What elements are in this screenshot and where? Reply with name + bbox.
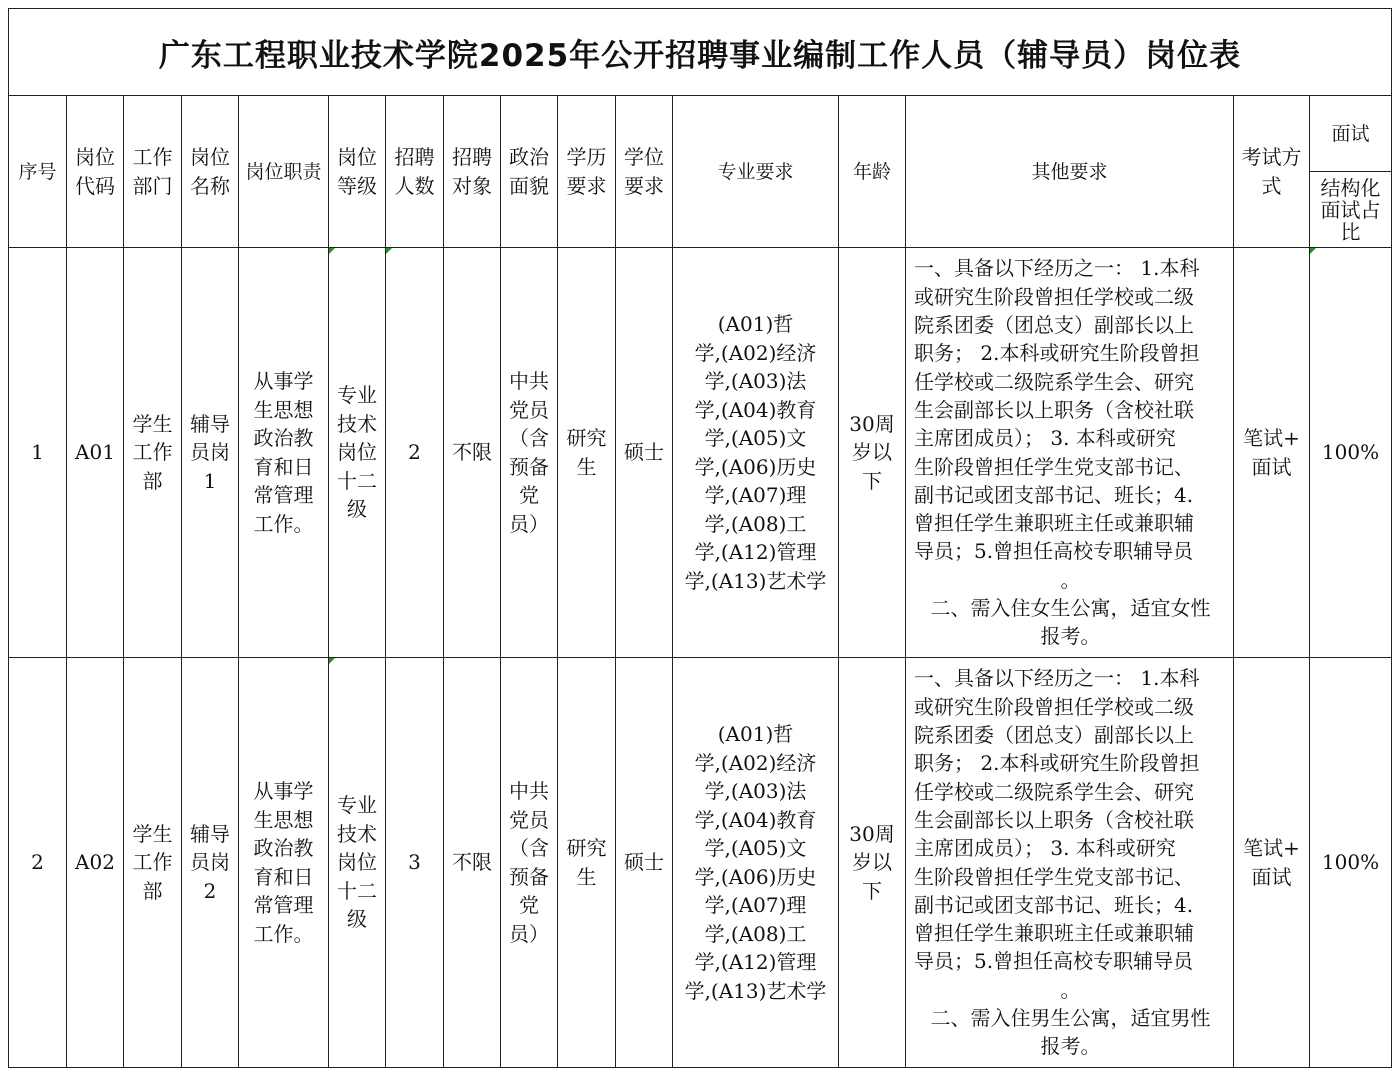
row-other-main: 一、具备以下经历之一： 1.本科 或研究生阶段曾担任学校或二级 院系团委（团总支）副部长以上 职务； 2.本科或研究生阶段曾担 任学校或二级院系学生会、研究 生会副部长以上职务（含校社联 主席团成员）； 3. 本科或研究 生阶段曾担任学生党支部书记、 副书记或团支部书记、班长；4. 曾担任学生兼职班主任或兼职辅 导员；5.曾担任高校专职辅导员	[914, 256, 1200, 564]
row-duty: 从事学 生思想 政治教 育和日 常管理 工作。	[239, 248, 329, 658]
row-other-main: 一、具备以下经历之一： 1.本科 或研究生阶段曾担任学校或二级 院系团委（团总支）副部长以上 职务； 2.本科或研究生阶段曾担 任学校或二级院系学生会、研究 生会副部长以上职务（含校社联 主席团成员）； 3. 本科或研究 生阶段曾担任学生党支部书记、 副书记或团支部书记、班长；4. 曾担任学生兼职班主任或兼职辅 导员；5.曾担任高校专职辅导员	[914, 666, 1200, 974]
row-degree: 硕士	[616, 658, 673, 1068]
row-code: A01	[67, 248, 124, 658]
row-dept: 学生 工作 部	[124, 658, 182, 1068]
row-target: 不限	[444, 658, 501, 1068]
row-count: 2	[386, 248, 444, 658]
header-other: 其他要求	[906, 96, 1234, 248]
row-name: 辅导 员岗 2	[182, 658, 239, 1068]
header-name: 岗位 名称	[182, 96, 239, 248]
header-seq: 序号	[9, 96, 67, 248]
header-dept: 工作 部门	[124, 96, 182, 248]
header-political: 政治 面貌	[501, 96, 558, 248]
header-structured-ratio: 结构化 面试占 比	[1310, 172, 1392, 248]
row-exam: 笔试+ 面试	[1234, 248, 1310, 658]
row-education: 研究 生	[558, 248, 616, 658]
header-exam: 考试方 式	[1234, 96, 1310, 248]
row-target: 不限	[444, 248, 501, 658]
row-education: 研究 生	[558, 658, 616, 1068]
row-major: (A01)哲 学,(A02)经济 学,(A03)法 学,(A04)教育 学,(A05)文 学,(A06)历史 学,(A07)理 学,(A08)工 学,(A12)管理 学,(A13)艺术学	[673, 658, 839, 1068]
row-major: (A01)哲 学,(A02)经济 学,(A03)法 学,(A04)教育 学,(A05)文 学,(A06)历史 学,(A07)理 学,(A08)工 学,(A12)管理 学,(A13)艺术学	[673, 248, 839, 658]
row-political: 中共 党员 （含 预备 党 员）	[501, 658, 558, 1068]
header-target: 招聘 对象	[444, 96, 501, 248]
row-seq: 1	[9, 248, 67, 658]
header-interview: 面试	[1310, 96, 1392, 172]
row-name: 辅导 员岗 1	[182, 248, 239, 658]
row-seq: 2	[9, 658, 67, 1068]
row-other	[906, 248, 1234, 658]
row-count: 3	[386, 658, 444, 1068]
header-degree: 学位 要求	[616, 96, 673, 248]
row-political: 中共 党员 （含 预备 党 员）	[501, 248, 558, 658]
row-duty: 从事学 生思想 政治教 育和日 常管理 工作。	[239, 658, 329, 1068]
header-major: 专业要求	[673, 96, 839, 248]
row-age: 30周 岁以 下	[839, 248, 906, 658]
row-level: 专业 技术 岗位 十二 级	[329, 248, 386, 658]
job-table-sheet	[8, 8, 1391, 1068]
row-dept: 学生 工作 部	[124, 248, 182, 658]
row-exam: 笔试+ 面试	[1234, 658, 1310, 1068]
row-level: 专业 技术 岗位 十二 级	[329, 658, 386, 1068]
row-code: A02	[67, 658, 124, 1068]
header-count: 招聘 人数	[386, 96, 444, 248]
table-row	[9, 658, 1392, 1068]
table-title: 广东工程职业技术学院2025年公开招聘事业编制工作人员（辅导员）岗位表	[9, 9, 1392, 96]
header-education: 学历 要求	[558, 96, 616, 248]
row-ratio: 100%	[1310, 248, 1392, 658]
header-duty: 岗位职责	[239, 96, 329, 248]
header-code: 岗位 代码	[67, 96, 124, 248]
row-other-tail: 。 二、需入住男生公寓，适宜男性 报考。	[930, 977, 1211, 1059]
table-row	[9, 248, 1392, 658]
header-level: 岗位 等级	[329, 96, 386, 248]
row-degree: 硕士	[616, 248, 673, 658]
job-table	[8, 8, 1392, 1068]
row-age: 30周 岁以 下	[839, 658, 906, 1068]
row-ratio: 100%	[1310, 658, 1392, 1068]
row-other-tail: 。 二、需入住女生公寓，适宜女性 报考。	[930, 567, 1211, 649]
row-other	[906, 658, 1234, 1068]
header-age: 年龄	[839, 96, 906, 248]
